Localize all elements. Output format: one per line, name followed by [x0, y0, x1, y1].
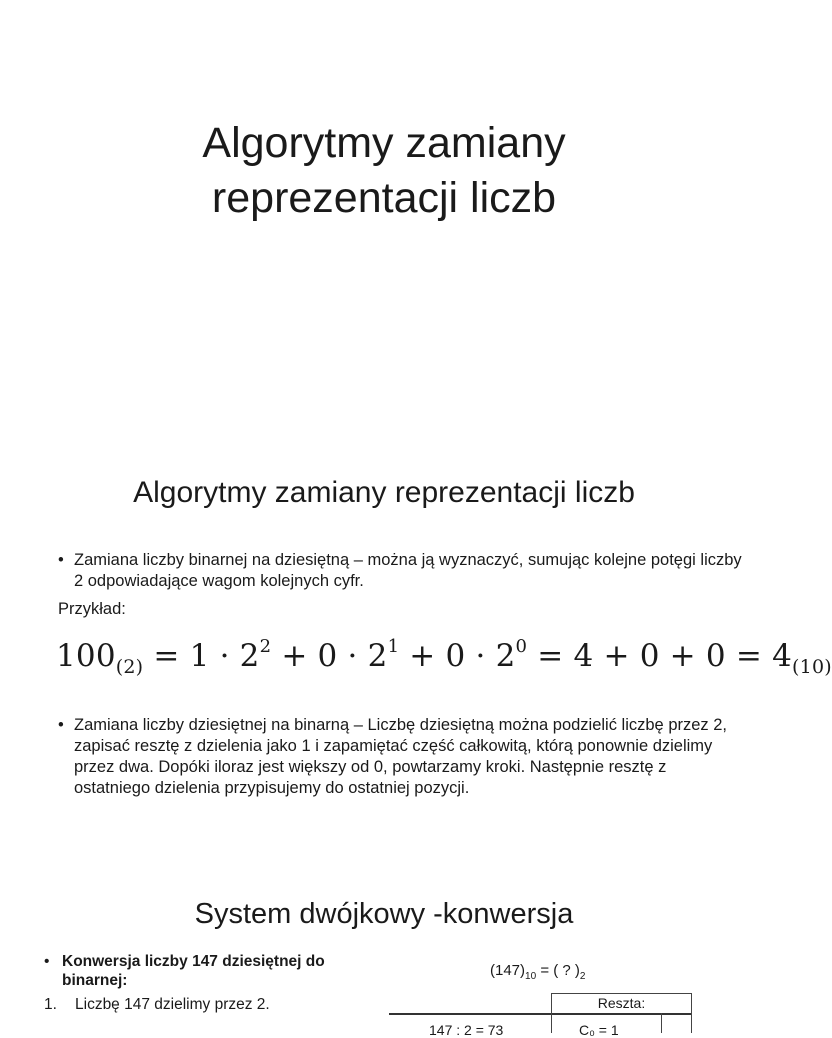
conversion-formula: [56, 636, 832, 678]
table-cell-remainder: C₀ = 1: [579, 1022, 619, 1038]
formula-lhs: 100: [56, 638, 116, 674]
formula-exp3: 0: [515, 636, 528, 657]
conversion-bullet: [44, 952, 352, 990]
step-text: Liczbę 147 dzielimy przez 2.: [75, 996, 270, 1013]
table-column-line: [661, 1013, 662, 1033]
table-cell-division: 147 : 2 = 73: [429, 1022, 504, 1038]
equation-left: (147): [490, 962, 526, 979]
main-title: [0, 116, 768, 226]
equation-mid: = ( ? ): [536, 962, 580, 979]
main-title-line1: Algorytmy zamiany: [202, 119, 566, 167]
step-item: [44, 996, 270, 1014]
example-label: Przykład:: [58, 600, 126, 618]
formula-term2: + 0 · 2: [281, 638, 388, 674]
formula-lhs-base: (2): [115, 656, 144, 678]
main-title-line2: reprezentacji liczb: [211, 174, 557, 222]
slide-binary-conversion: [0, 864, 768, 1038]
bullet-decimal-to-binary-text: Zamiana liczby dziesiętnej na binarną – Liczbę dziesiętną można podzielić liczbę przez 2, zapisać resztę z dzielenia jako 1 i zapamiętać część całkowitą, którą ponownie dzielimy przez dwa. Dopóki iloraz jest większy od 0, powtarzamy kroki. Następnie resztę z ostatniego dzielenia przypisujemy do ostatniej pozycji.: [74, 716, 728, 797]
table-header-remainder: Reszta:: [551, 993, 692, 1014]
slide2-title: Algorytmy zamiany reprezentacji liczb: [133, 476, 635, 509]
formula-term3: + 0 · 2: [409, 638, 516, 674]
formula-exp2: 1: [387, 636, 400, 657]
conversion-equation: [490, 962, 585, 982]
slide-algorithms: [0, 432, 832, 864]
division-table: [389, 992, 692, 1038]
conversion-bullet-text: Konwersja liczby 147 dziesiętnej do binarnej:: [62, 953, 325, 989]
bullet-binary-to-decimal-text: Zamiana liczby binarnej na dziesiętną – można ją wyznaczyć, sumując kolejne potęgi liczby 2 odpowiadające wagom kolejnych cyfr.: [74, 551, 742, 590]
bullet-binary-to-decimal: [58, 550, 746, 592]
equation-left-base: 10: [525, 971, 537, 982]
table-column-line: [691, 1013, 692, 1033]
equation-right-base: 2: [579, 971, 586, 982]
slide3-title: System dwójkowy -konwersja: [194, 898, 574, 930]
formula-rhs-base: (10): [792, 656, 832, 678]
bullet-decimal-to-binary: [58, 715, 746, 799]
table-divider: [389, 1013, 692, 1015]
table-column-line: [551, 1013, 552, 1033]
step-number: 1.: [44, 996, 57, 1013]
formula-term1: = 1 · 2: [153, 638, 260, 674]
slide-title: [0, 0, 768, 432]
formula-rhs: = 4 + 0 + 0 = 4: [537, 638, 793, 674]
formula-exp1: 2: [259, 636, 272, 657]
